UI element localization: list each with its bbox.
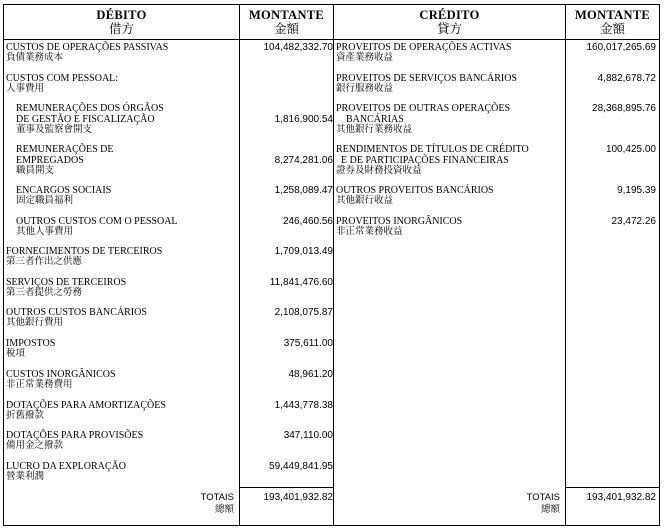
credit-amount-header xyxy=(566,8,659,36)
debit-item-amount: 1,816,900.54 xyxy=(274,114,333,125)
credit-item-label xyxy=(336,103,510,136)
debit-item-amount: 1,443,778.38 xyxy=(274,400,333,411)
debit-item-zh: 稅項 xyxy=(6,349,26,359)
totals-label-zh: 總額 xyxy=(214,504,234,515)
debit-item-label xyxy=(16,144,114,177)
debit-item-zh: 第三者提供之勞務 xyxy=(6,288,83,298)
totals-label-pt: TOTAIS xyxy=(526,492,560,503)
debit-item-label xyxy=(6,430,143,452)
credit-item-amount: 23,472.26 xyxy=(611,216,656,227)
debit-item-label xyxy=(16,185,111,207)
debit-item-zh: 備用金之撥款 xyxy=(6,441,64,451)
debit-item-zh: 非正常業務費用 xyxy=(6,380,73,390)
column-divider xyxy=(333,5,334,525)
debit-item-amount: 2,108,075.87 xyxy=(274,307,333,318)
debit-item-label xyxy=(16,216,178,238)
debit-item-pt: DOTAÇÕES PARA PROVISÕES xyxy=(6,430,144,441)
credit-item-zh: 銀行服務收益 xyxy=(336,84,394,94)
debit-amount-header xyxy=(240,8,333,36)
credit-item-amount: 28,368,895.76 xyxy=(592,103,656,114)
debit-item-pt: OUTROS CUSTOS COM O PESSOAL xyxy=(16,216,178,227)
debit-item-label xyxy=(6,400,166,422)
debit-item-zh: 負債業務成本 xyxy=(6,53,64,63)
income-statement xyxy=(3,4,660,526)
credit-item-label xyxy=(336,216,462,238)
amount-header-zh: 金額 xyxy=(273,22,299,36)
debit-item-pt: OUTROS CUSTOS BANCÁRIOS xyxy=(6,307,147,318)
debit-item-zh: 人事費用 xyxy=(6,84,45,94)
totals-label-zh: 總額 xyxy=(540,504,560,515)
debit-item-zh: 營業利潤 xyxy=(6,472,45,482)
debit-header-pt: DÉBITO xyxy=(96,8,147,22)
credit-total-amount: 193,401,932.82 xyxy=(586,492,656,503)
debit-item-zh: 其他銀行費用 xyxy=(6,318,64,328)
debit-item-label xyxy=(6,73,118,95)
column-divider xyxy=(239,5,240,525)
debit-item-label xyxy=(6,369,116,391)
credit-item-zh: 其他銀行收益 xyxy=(336,196,394,206)
amount-header-pt: MONTANTE xyxy=(574,8,651,22)
debit-item-zh: 折舊撥款 xyxy=(6,411,45,421)
debit-item-pt: CUSTOS COM PESSOAL: xyxy=(6,73,119,84)
credit-item-zh: 其他銀行業務收益 xyxy=(336,125,413,135)
debit-item-amount: 347,110.00 xyxy=(283,430,333,441)
debit-item-pt: IMPOSTOS xyxy=(6,338,56,349)
credit-item-label xyxy=(336,73,517,95)
debit-item-zh: 職員開支 xyxy=(16,166,55,176)
credit-item-label xyxy=(336,42,512,64)
credit-item-amount: 4,882,678.72 xyxy=(597,73,656,84)
header-divider xyxy=(4,39,659,40)
debit-item-amount: 1,258,089.47 xyxy=(274,185,333,196)
debit-total-amount: 193,401,932.82 xyxy=(263,492,333,503)
debit-item-pt: CUSTOS DE OPERAÇÕES PASSIVAS xyxy=(6,42,169,53)
debit-item-zh: 第三者作出之供應 xyxy=(6,257,83,267)
debit-item-pt-cont: EMPREGADOS xyxy=(16,155,84,166)
debit-item-amount: 104,482,332.70 xyxy=(263,42,333,53)
credit-item-pt: RENDIMENTOS DE TÍTULOS DE CRÉDITO xyxy=(336,144,529,155)
credit-item-amount: 160,017,265.69 xyxy=(586,42,656,53)
debit-item-label xyxy=(6,338,55,360)
debit-item-amount: 48,961.20 xyxy=(288,369,333,380)
column-divider xyxy=(565,5,566,525)
debit-totals-label xyxy=(201,492,234,516)
debit-item-amount: 59,449,841.95 xyxy=(269,461,333,472)
debit-item-amount: 11,841,476.60 xyxy=(269,277,333,288)
credit-header xyxy=(334,8,565,36)
credit-item-pt: PROVEITOS DE OUTRAS OPERAÇÕES xyxy=(336,103,511,114)
debit-item-amount: 8,274,281.06 xyxy=(274,155,333,166)
credit-item-pt: PROVEITOS DE OPERAÇÕES ACTIVAS xyxy=(336,42,512,53)
debit-item-pt-cont: DE GESTÃO E FISCALIZAÇÃO xyxy=(16,114,155,125)
debit-item-amount: 375,611.00 xyxy=(283,338,333,349)
debit-item-amount: 246,460.56 xyxy=(282,216,333,227)
credit-item-pt: OUTROS PROVEITOS BANCÁRIOS xyxy=(336,185,494,196)
debit-item-zh: 固定職員福利 xyxy=(16,196,74,206)
debit-header-zh: 借方 xyxy=(108,22,134,36)
credit-item-label xyxy=(336,185,494,207)
credit-item-zh: 證券及財務投資收益 xyxy=(336,166,422,176)
debit-item-pt: CUSTOS INORGÂNICOS xyxy=(6,369,116,380)
totals-label-pt: TOTAIS xyxy=(200,492,234,503)
amount-header-pt: MONTANTE xyxy=(248,8,325,22)
debit-item-pt: FORNECIMENTOS DE TERCEIROS xyxy=(6,246,163,257)
totals-divider xyxy=(566,487,659,488)
debit-item-pt: SERVIÇOS DE TERCEIROS xyxy=(6,277,127,288)
credit-totals-label xyxy=(527,492,560,516)
debit-item-label xyxy=(6,461,126,483)
credit-item-pt-cont: BANCÁRIAS xyxy=(346,114,404,125)
debit-item-pt: DOTAÇÕES PARA AMORTIZAÇÕES xyxy=(6,400,166,411)
debit-item-pt: ENCARGOS SOCIAIS xyxy=(16,185,112,196)
debit-item-label xyxy=(6,307,147,329)
debit-item-amount: 1,709,013.49 xyxy=(274,246,333,257)
debit-item-pt: REMUNERAÇÕES DOS ÓRGÃOS xyxy=(16,103,164,114)
totals-divider xyxy=(240,487,333,488)
credit-item-zh: 非正常業務收益 xyxy=(336,227,403,237)
debit-item-pt: REMUNERAÇÕES DE xyxy=(16,144,114,155)
credit-header-zh: 貸方 xyxy=(436,22,462,36)
debit-item-zh: 其他人事費用 xyxy=(16,227,74,237)
credit-item-amount: 100,425.00 xyxy=(605,144,656,155)
debit-item-label xyxy=(6,42,168,64)
credit-item-zh: 資產業務收益 xyxy=(336,53,394,63)
amount-header-zh: 金額 xyxy=(599,22,625,36)
credit-item-amount: 9,195.39 xyxy=(617,185,656,196)
credit-item-label xyxy=(336,144,529,177)
debit-header xyxy=(4,8,239,36)
credit-item-pt: PROVEITOS INORGÂNICOS xyxy=(336,216,463,227)
debit-item-label xyxy=(6,277,126,299)
debit-item-zh: 董事及監察會開支 xyxy=(16,125,93,135)
credit-item-pt: PROVEITOS DE SERVIÇOS BANCÁRIOS xyxy=(336,73,517,84)
credit-header-pt: CRÉDITO xyxy=(419,8,480,22)
debit-item-pt: LUCRO DA EXPLORAÇÃO xyxy=(6,461,127,472)
debit-item-label xyxy=(16,103,164,136)
debit-item-label xyxy=(6,246,162,268)
credit-item-pt-cont: E DE PARTICIPAÇÕES FINANCEIRAS xyxy=(341,155,509,166)
